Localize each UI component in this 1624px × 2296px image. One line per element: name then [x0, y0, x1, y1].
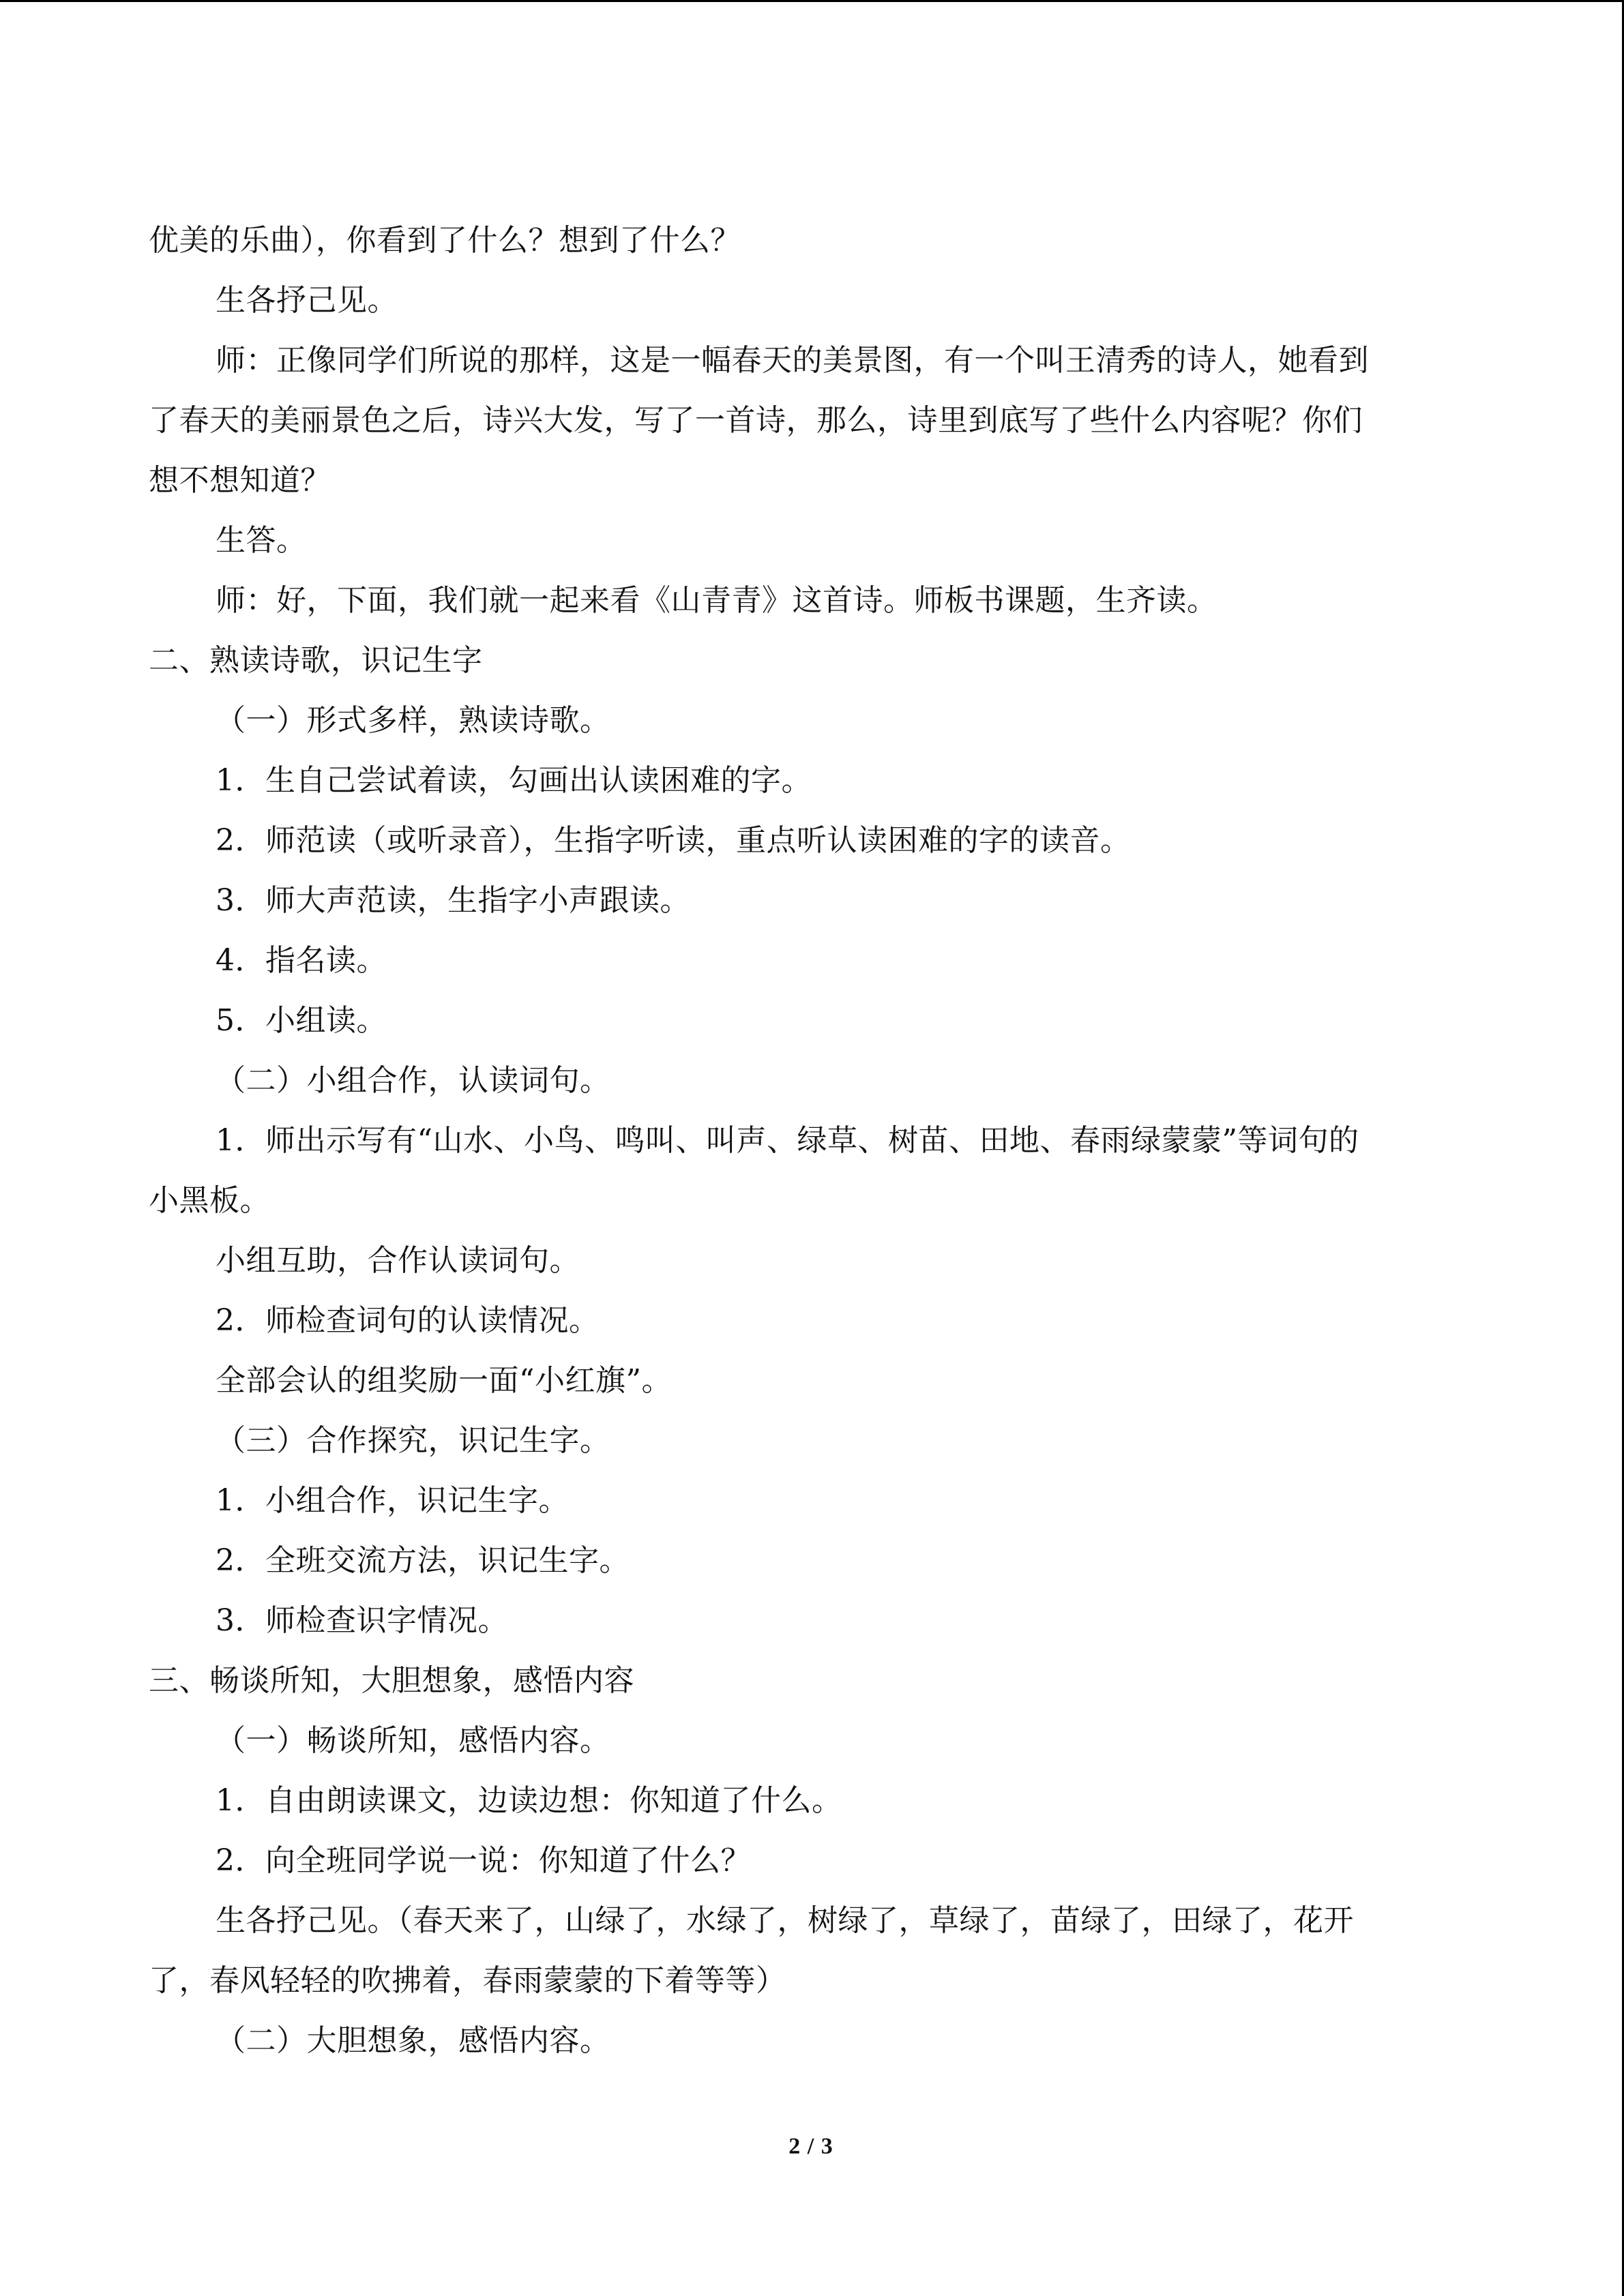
text-line: 生各抒己见。 — [216, 283, 398, 318]
text-line: 优美的乐曲），你看到了什么？想到了什么？ — [149, 223, 741, 258]
text-line: 1．师出示写有“山水、小鸟、鸣叫、叫声、绿草、树苗、田地、春雨绿蒙蒙”等词句的 — [216, 1123, 1359, 1158]
section-heading: 二、熟读诗歌，识记生字 — [149, 643, 483, 678]
text-line: 师：好，下面，我们就一起来看《山青青》这首诗。师板书课题，生齐读。 — [216, 583, 1217, 618]
text-line: 生各抒己见。（春天来了，山绿了，水绿了，树绿了，草绿了，苗绿了，田绿了，花开 — [216, 1903, 1354, 1938]
document-body — [149, 211, 1479, 2071]
text-line: 小组互助，合作认读词句。 — [216, 1243, 580, 1278]
text-line: 了春天的美丽景色之后，诗兴大发，写了一首诗，那么，诗里到底写了些什么内容呢？你们 — [149, 403, 1363, 438]
subsection-heading: （一）形式多样，熟读诗歌。 — [216, 703, 610, 738]
text-line: 了，春风轻轻的吹拂着，春雨蒙蒙的下着等等） — [149, 1963, 786, 1998]
text-line: 3．师大声范读，生指字小声跟读。 — [216, 883, 690, 918]
text-line: 1．自由朗读课文，边读边想：你知道了什么。 — [216, 1783, 842, 1818]
text-line: 小黑板。 — [149, 1183, 270, 1218]
text-line: 想不想知道？ — [149, 463, 331, 498]
text-line: 1．生自己尝试着读，勾画出认读困难的字。 — [216, 763, 812, 798]
subsection-heading: （三）合作探究，识记生字。 — [216, 1423, 610, 1458]
subsection-heading: （一）畅谈所知，感悟内容。 — [216, 1723, 610, 1758]
text-line: 4．指名读。 — [216, 943, 387, 978]
text-line: 2．师检查词句的认读情况。 — [216, 1303, 600, 1338]
text-line: 1．小组合作，识记生字。 — [216, 1483, 569, 1518]
page-number: 2 / 3 — [788, 2134, 833, 2159]
text-line: 2．师范读（或听录音），生指字听读，重点听认读困难的字的读音。 — [216, 823, 1131, 858]
text-line: 全部会认的组奖励一面“小红旗”。 — [216, 1363, 672, 1398]
text-line: 生答。 — [216, 523, 307, 558]
text-line: 2．向全班同学说一说：你知道了什么？ — [216, 1843, 751, 1878]
subsection-heading: （二）小组合作，认读词句。 — [216, 1063, 610, 1098]
text-line: 师：正像同学们所说的那样，这是一幅春天的美景图，有一个叫王清秀的诗人，她看到 — [216, 343, 1369, 378]
text-line: 5．小组读。 — [216, 1003, 387, 1038]
text-line: 3．师检查识字情况。 — [216, 1603, 508, 1638]
text-line: 2．全班交流方法，识记生字。 — [216, 1543, 630, 1578]
section-heading: 三、畅谈所知，大胆想象，感悟内容 — [149, 1663, 634, 1698]
subsection-heading: （二）大胆想象，感悟内容。 — [216, 2023, 610, 2058]
